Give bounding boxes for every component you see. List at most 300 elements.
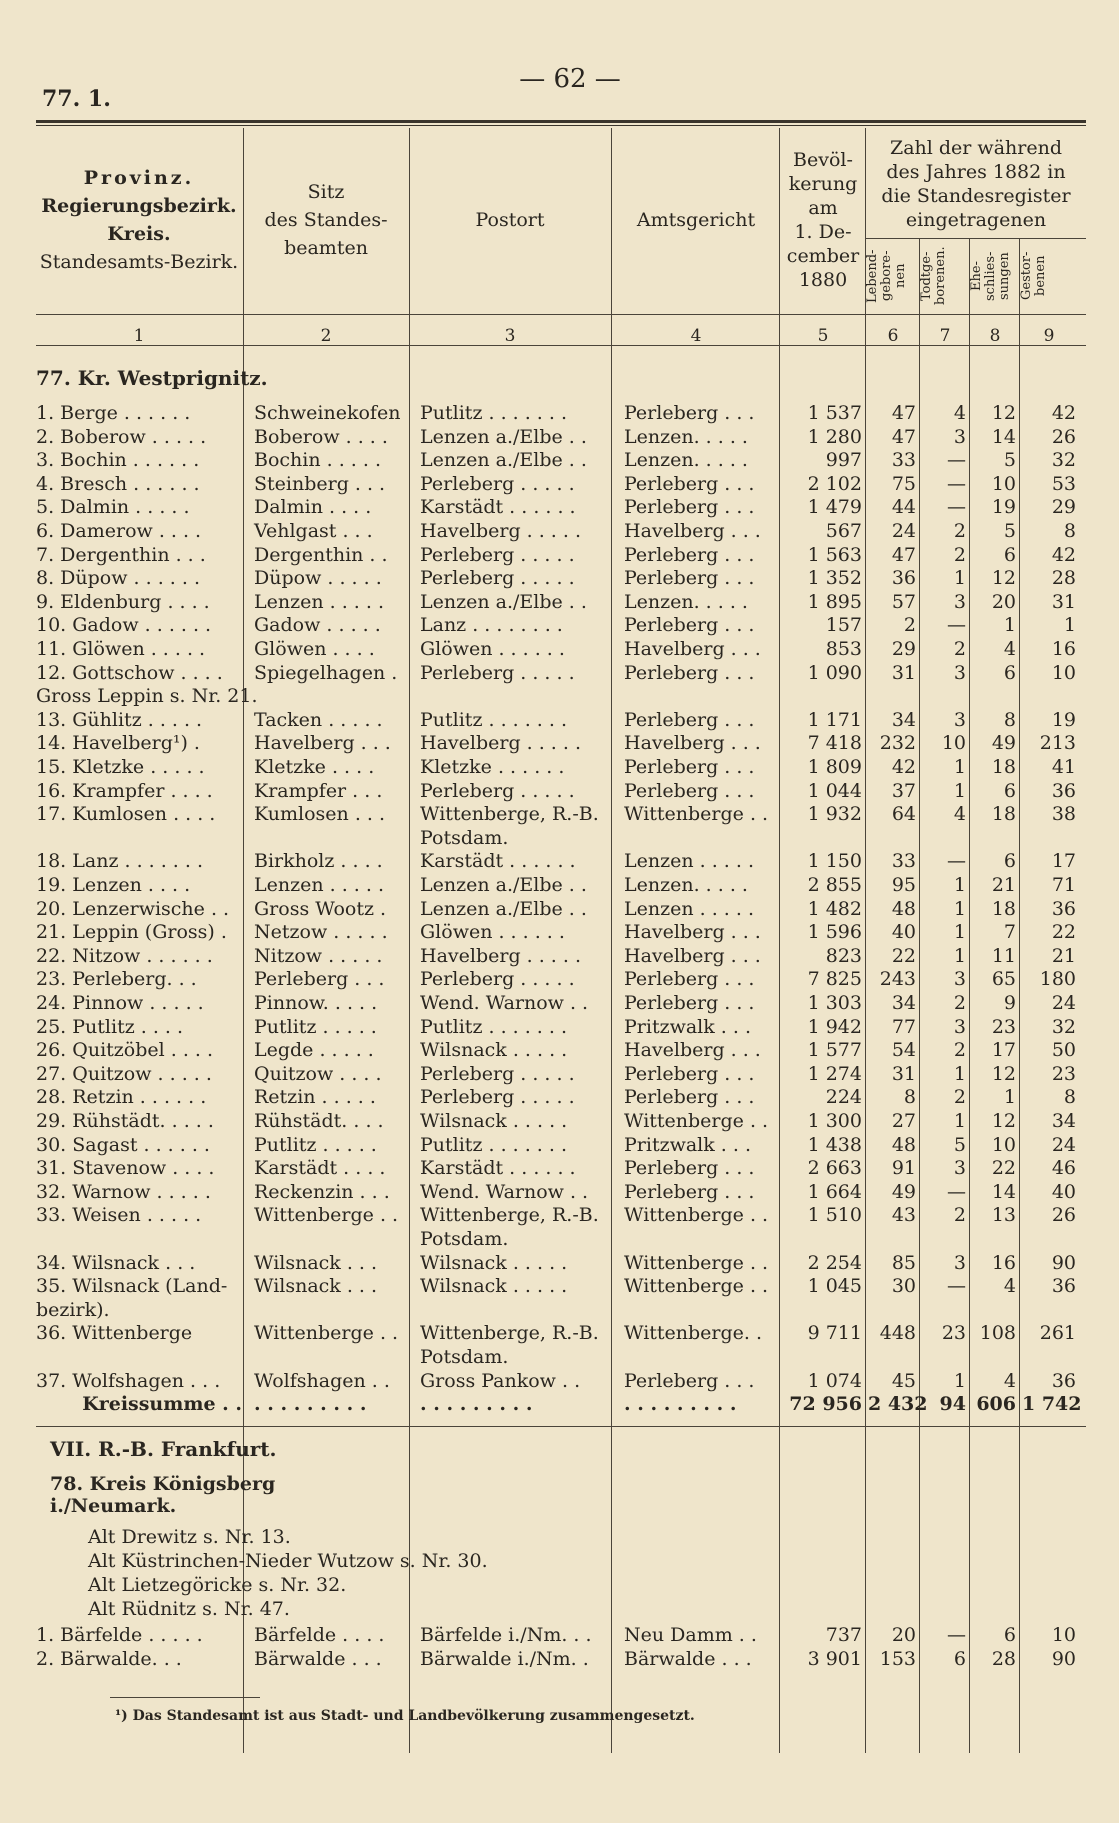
cell-g: — xyxy=(947,1624,966,1646)
cell-c: Wend. Warnow . . xyxy=(420,992,589,1014)
cell-d: Perleberg . . . xyxy=(624,543,755,566)
cell-a: 1. Bärfelde . . . . . xyxy=(36,1624,203,1646)
cell-d: Havelberg . . . xyxy=(624,520,761,542)
footnote-rule xyxy=(110,1697,260,1698)
cell-d: Perleberg . . . xyxy=(624,1062,755,1085)
page-number: — 62 — xyxy=(519,64,621,94)
cell-f: 47 xyxy=(891,425,916,448)
cell-h: 4 xyxy=(1003,638,1016,660)
cell-e: 157 xyxy=(825,614,862,637)
table-row xyxy=(0,898,1119,922)
table-row xyxy=(0,1648,1119,1672)
cell-e: 2 102 xyxy=(807,472,862,495)
cell-i: 32 xyxy=(1051,1015,1076,1038)
cell-i: 36 xyxy=(1051,779,1076,802)
table-row xyxy=(0,567,1119,591)
cell-d: Perleberg . . . xyxy=(624,779,755,802)
cell-g: — xyxy=(947,472,966,495)
cell-i: 1 742 xyxy=(1022,1393,1082,1416)
cell-h: 606 xyxy=(976,1393,1016,1416)
cell-a: 36. Wittenberge xyxy=(36,1322,193,1345)
cell-h: 20 xyxy=(991,590,1016,613)
cell-a: 5. Dalmin . . . . . xyxy=(36,496,190,519)
cell-f: 30 xyxy=(891,1275,916,1298)
cell-i: 8 xyxy=(1063,520,1076,542)
cell-i: 31 xyxy=(1051,590,1076,613)
cell-i: 42 xyxy=(1051,543,1076,566)
cell-c: Potsdam. xyxy=(420,1346,509,1368)
cell-h: 17 xyxy=(991,1039,1016,1062)
cell-h: 6 xyxy=(1003,850,1016,873)
cell-a: 4. Bresch . . . . . . xyxy=(36,472,200,495)
cell-c: Potsdam. xyxy=(420,826,509,849)
cell-d: Wittenberge . . xyxy=(624,1251,769,1274)
cell-d: Perleberg . . . xyxy=(624,968,755,991)
cell-b: Spiegelhagen . xyxy=(254,661,398,684)
cell-a: 14. Havelberg¹) . xyxy=(36,732,200,755)
cell-c: Perleberg . . . . . xyxy=(420,472,575,495)
cell-e: 1 577 xyxy=(807,1039,862,1062)
cell-d: Perleberg . . . xyxy=(624,661,755,684)
cell-g: 1 xyxy=(953,756,966,778)
table-row xyxy=(0,1393,1119,1417)
cell-a: 23. Perleberg. . . xyxy=(36,968,197,991)
cell-i: 40 xyxy=(1051,1180,1076,1203)
cell-g: 1 xyxy=(953,1062,966,1085)
cell-f: 27 xyxy=(891,1110,916,1132)
cell-g: 3 xyxy=(953,1015,966,1038)
cell-h: 14 xyxy=(991,1180,1016,1203)
cell-b: Wittenberge . . xyxy=(254,1204,399,1227)
cell-g: 2 xyxy=(953,1039,966,1062)
cell-g: 2 xyxy=(953,992,966,1014)
cell-g: — xyxy=(947,496,966,519)
cell-h: 18 xyxy=(991,897,1016,920)
cell-i: 38 xyxy=(1051,803,1076,826)
cell-h: 8 xyxy=(1003,708,1016,731)
cell-i: 10 xyxy=(1051,1624,1076,1646)
cell-g: 1 xyxy=(953,921,966,944)
cell-f: 48 xyxy=(891,897,916,920)
cell-d: Lenzen. . . . . xyxy=(624,590,748,613)
cell-i: 23 xyxy=(1051,1062,1076,1085)
cell-h: 11 xyxy=(991,944,1016,967)
cell-g: 2 xyxy=(953,1204,966,1227)
cell-d: Wittenberge . . xyxy=(624,1110,769,1132)
cell-d: Perleberg . . . xyxy=(624,1369,755,1392)
table-row xyxy=(0,803,1119,827)
cell-i: 34 xyxy=(1051,1110,1076,1132)
table-row xyxy=(0,685,1119,709)
cell-c: Karstädt . . . . . . xyxy=(420,1157,576,1180)
ref-line: Alt Lietzegöricke s. Nr. 32. xyxy=(88,1574,347,1596)
cell-a: 24. Pinnow . . . . . xyxy=(36,992,204,1014)
cell-c: Perleberg . . . . . xyxy=(420,543,575,566)
cell-a: 19. Lenzen . . . . xyxy=(36,874,191,896)
cell-g: 10 xyxy=(941,732,966,755)
cell-g: 3 xyxy=(953,708,966,731)
cell-i: 29 xyxy=(1051,496,1076,519)
cell-i: 21 xyxy=(1051,944,1076,967)
cell-a: 21. Leppin (Gross) . xyxy=(36,921,227,944)
table-row xyxy=(0,968,1119,992)
cell-e: 7 418 xyxy=(807,732,862,755)
cell-f: 29 xyxy=(891,638,916,660)
cell-g: 23 xyxy=(941,1322,966,1345)
cell-g: 6 xyxy=(953,1648,966,1670)
cell-h: 1 xyxy=(1003,614,1016,637)
col3-header: Postort xyxy=(475,208,545,231)
cell-b: Bärfelde . . . . xyxy=(254,1624,385,1646)
table-row xyxy=(0,449,1119,473)
cell-i: 36 xyxy=(1051,1275,1076,1298)
cell-c: Perleberg . . . . . xyxy=(420,1062,575,1085)
table-row xyxy=(0,1157,1119,1181)
cell-i: 90 xyxy=(1051,1648,1076,1670)
cell-b: Gadow . . . . . xyxy=(254,614,381,637)
cell-a: 16. Krampfer . . . . xyxy=(36,779,213,802)
cell-f: 47 xyxy=(891,402,916,424)
cell-i: 24 xyxy=(1051,992,1076,1014)
cell-h: 6 xyxy=(1003,543,1016,566)
cell-a: 29. Rühstädt. . . . . xyxy=(36,1110,214,1132)
cell-c: Lenzen a./Elbe . . xyxy=(420,425,587,448)
cell-i: 50 xyxy=(1051,1039,1076,1062)
cell-c: Wittenberge, R.-B. xyxy=(420,1204,599,1227)
table-row xyxy=(0,1624,1119,1648)
cell-i: 41 xyxy=(1051,756,1076,778)
cell-c: Perleberg . . . . . xyxy=(420,968,575,991)
table-row xyxy=(0,591,1119,615)
section-westprignitz: 77. Kr. Westprignitz. xyxy=(36,366,268,390)
cell-b: . . . . . . . . . xyxy=(254,1393,367,1416)
cell-b: Legde . . . . . xyxy=(254,1039,374,1062)
table-row xyxy=(0,1181,1119,1205)
cell-e: 1 171 xyxy=(807,708,862,731)
cell-e: 1 563 xyxy=(807,543,862,566)
cell-f: 95 xyxy=(891,874,916,896)
cell-f: 44 xyxy=(891,496,916,519)
cell-f: 77 xyxy=(891,1015,916,1038)
cell-e: 1 479 xyxy=(807,496,862,519)
cell-d: Lenzen. . . . . xyxy=(624,874,748,896)
cell-c: Havelberg . . . . . xyxy=(420,520,581,542)
cell-c: Wend. Warnow . . xyxy=(420,1180,589,1203)
cell-f: 33 xyxy=(891,449,916,472)
cell-g: — xyxy=(947,850,966,873)
cell-c: Perleberg . . . . . xyxy=(420,1086,575,1109)
cell-f: 36 xyxy=(891,567,916,590)
cell-e: 1 537 xyxy=(807,402,862,424)
cell-f: 47 xyxy=(891,543,916,566)
cell-f: 31 xyxy=(891,661,916,684)
table-row xyxy=(0,402,1119,426)
table-row xyxy=(0,1299,1119,1323)
cell-c: Wilsnack . . . . . xyxy=(420,1110,568,1132)
cell-a: 30. Sagast . . . . . . xyxy=(36,1133,210,1156)
cell-e: 1 150 xyxy=(807,850,862,873)
cell-h: 12 xyxy=(991,402,1016,424)
cell-d: Wittenberge. . xyxy=(624,1322,763,1345)
table-row xyxy=(0,473,1119,497)
table-row xyxy=(0,520,1119,544)
cell-d: Lenzen . . . . . xyxy=(624,850,754,873)
cell-a: 1. Berge . . . . . . xyxy=(36,402,191,424)
cell-d: Neu Damm . . xyxy=(624,1624,757,1646)
cell-d: Perleberg . . . xyxy=(624,1180,755,1203)
cell-h: 5 xyxy=(1003,449,1016,472)
cell-a: 27. Quitzow . . . . . xyxy=(36,1062,212,1085)
cell-b: Perleberg . . . xyxy=(254,968,385,991)
table-row xyxy=(0,732,1119,756)
table-row xyxy=(0,1134,1119,1158)
cell-b: Dalmin . . . . xyxy=(254,496,372,519)
cell-h: 23 xyxy=(991,1015,1016,1038)
subhead-stillbirths: Todtge-borenen. xyxy=(919,246,948,306)
cell-b: Gross Wootz . xyxy=(254,897,387,920)
cell-h: 10 xyxy=(991,472,1016,495)
table-row xyxy=(0,1039,1119,1063)
cell-f: 45 xyxy=(891,1369,916,1392)
cell-i: 16 xyxy=(1051,638,1076,660)
table-row xyxy=(0,945,1119,969)
cell-h: 65 xyxy=(991,968,1016,991)
cell-b: Pinnow. . . . . xyxy=(254,992,378,1014)
cell-d: Perleberg . . . xyxy=(624,402,755,424)
cell-c: . . . . . . . . . xyxy=(420,1393,533,1416)
cell-i: 53 xyxy=(1051,472,1076,495)
cell-f: 42 xyxy=(891,756,916,778)
cell-a: 28. Retzin . . . . . . xyxy=(36,1086,207,1109)
table-row xyxy=(0,614,1119,638)
cell-h: 12 xyxy=(991,567,1016,590)
cell-g: 1 xyxy=(953,1110,966,1132)
cell-g: 3 xyxy=(953,661,966,684)
table-row xyxy=(0,1016,1119,1040)
sum-rule xyxy=(36,1426,1086,1427)
cell-b: Wilsnack . . . xyxy=(254,1251,378,1274)
section-frankfurt: VII. R.-B. Frankfurt. xyxy=(50,1437,277,1461)
cell-a: 34. Wilsnack . . . xyxy=(36,1251,196,1274)
cell-g: 94 xyxy=(939,1393,966,1416)
cell-b: Wolfshagen . . xyxy=(254,1369,390,1392)
cell-f: 22 xyxy=(891,944,916,967)
table-row xyxy=(0,1322,1119,1346)
table-row xyxy=(0,1275,1119,1299)
cell-b: Lenzen . . . . . xyxy=(254,874,384,896)
cell-c: Perleberg . . . . . xyxy=(420,567,575,590)
colnum-8: 8 xyxy=(989,326,1001,346)
cell-f: 2 xyxy=(903,614,916,637)
cell-i: 22 xyxy=(1051,921,1076,944)
cell-i: 32 xyxy=(1051,449,1076,472)
colnum-1: 1 xyxy=(133,326,145,346)
ref-line: Alt Küstrinchen-Nieder Wutzow s. Nr. 30. xyxy=(88,1550,488,1572)
cell-b: Boberow . . . . xyxy=(254,425,388,448)
cell-b: Glöwen . . . . xyxy=(254,638,375,660)
cell-f: 448 xyxy=(879,1322,916,1345)
subhead-births: Lebend-gebore-nen xyxy=(865,249,908,303)
cell-d: Perleberg . . . xyxy=(624,708,755,731)
col4-header: Amtsgericht xyxy=(636,208,756,231)
cell-f: 43 xyxy=(891,1204,916,1227)
cell-i: 42 xyxy=(1051,402,1076,424)
table-row xyxy=(0,1110,1119,1134)
subhead-rule xyxy=(866,238,1086,239)
cell-a: 9. Eldenburg . . . . xyxy=(36,590,210,613)
cell-d: Wittenberge . . xyxy=(624,1275,769,1298)
cell-d: Perleberg . . . xyxy=(624,1086,755,1109)
col5-header: Bevöl- kerung am 1. De- cember 1880 xyxy=(786,148,860,291)
table-row xyxy=(0,827,1119,851)
cell-d: Lenzen . . . . . xyxy=(624,897,754,920)
cell-f: 232 xyxy=(879,732,916,755)
cell-g: 2 xyxy=(953,638,966,660)
cell-a: 13. Gühlitz . . . . . xyxy=(36,708,203,731)
table-row xyxy=(0,1063,1119,1087)
cross-references xyxy=(88,1525,488,1621)
cell-e: 823 xyxy=(825,944,862,967)
cell-c: Potsdam. xyxy=(420,1228,509,1250)
cell-h: 1 xyxy=(1003,1086,1016,1109)
cell-e: 737 xyxy=(825,1624,862,1646)
cell-i: 28 xyxy=(1051,567,1076,590)
cell-d: . . . . . . . . . xyxy=(624,1393,737,1416)
colnum-3: 3 xyxy=(504,326,516,346)
cell-b: Steinberg . . . xyxy=(254,472,386,495)
cell-a: bezirk). xyxy=(36,1298,110,1321)
cell-f: 34 xyxy=(891,708,916,731)
cell-g: 1 xyxy=(953,944,966,967)
cell-h: 6 xyxy=(1003,779,1016,802)
cell-d: Bärwalde . . . xyxy=(624,1648,752,1670)
cell-d: Perleberg . . . xyxy=(624,472,755,495)
cell-b: Krampfer . . . xyxy=(254,779,383,802)
cell-e: 1 438 xyxy=(807,1133,862,1156)
cell-i: 261 xyxy=(1039,1322,1076,1345)
cell-i: 213 xyxy=(1039,732,1076,755)
cell-i: 24 xyxy=(1051,1133,1076,1156)
cell-a: 32. Warnow . . . . . xyxy=(36,1180,211,1203)
cell-g: 1 xyxy=(953,874,966,896)
cell-g: 3 xyxy=(953,968,966,991)
cell-i: 46 xyxy=(1051,1157,1076,1180)
cell-a: 10. Gadow . . . . . . xyxy=(36,614,212,637)
cell-e: 1 942 xyxy=(807,1015,862,1038)
cell-g: 2 xyxy=(953,543,966,566)
cell-a: 8. Düpow . . . . . . xyxy=(36,567,200,590)
cell-e: 1 045 xyxy=(807,1275,862,1298)
cell-b: Putlitz . . . . . xyxy=(254,1015,377,1038)
table-row xyxy=(0,638,1119,662)
section-koenigsberg: 78. Kreis Königsberg i./Neumark. xyxy=(50,1473,276,1517)
cell-f: 64 xyxy=(891,803,916,826)
cell-h: 16 xyxy=(991,1251,1016,1274)
cell-b: Kletzke . . . . xyxy=(254,756,375,778)
table-row xyxy=(0,756,1119,780)
cell-i: 8 xyxy=(1063,1086,1076,1109)
cell-f: 8 xyxy=(903,1086,916,1109)
cell-a: 3. Bochin . . . . . . xyxy=(36,449,200,472)
cell-f: 54 xyxy=(891,1039,916,1062)
cell-d: Havelberg . . . xyxy=(624,1039,761,1062)
footnote: ¹) Das Standesamt ist aus Stadt- und Landbevölkerung zusammengesetzt. xyxy=(115,1708,695,1724)
cell-a: 20. Lenzerwische . . xyxy=(36,897,230,920)
cell-f: 48 xyxy=(891,1133,916,1156)
cell-e: 853 xyxy=(825,638,862,660)
top-rule xyxy=(36,120,1086,123)
col6-9-header: Zahl der während des Jahres 1882 in die Standesregister eingetragenen xyxy=(881,137,1071,231)
cell-d: Perleberg . . . xyxy=(624,992,755,1014)
cell-f: 85 xyxy=(891,1251,916,1274)
colnum-6: 6 xyxy=(887,326,899,346)
cell-i: 1 xyxy=(1063,614,1076,637)
cell-f: 75 xyxy=(891,472,916,495)
cell-b: Rühstädt. . . . xyxy=(254,1110,384,1132)
volume-label: 77. 1. xyxy=(42,86,111,112)
cell-f: 49 xyxy=(891,1180,916,1203)
cell-b: Bochin . . . . . xyxy=(254,449,381,472)
ref-line: Alt Drewitz s. Nr. 13. xyxy=(88,1526,291,1548)
cell-a: 31. Stavenow . . . . xyxy=(36,1157,215,1180)
cell-h: 22 xyxy=(991,1157,1016,1180)
cell-d: Havelberg . . . xyxy=(624,638,761,660)
cell-b: Nitzow . . . . . xyxy=(254,944,383,967)
cell-a: 33. Weisen . . . . . xyxy=(36,1204,202,1227)
cell-e: 1 300 xyxy=(807,1110,862,1132)
cell-g: 4 xyxy=(953,402,966,424)
table-row xyxy=(0,850,1119,874)
cell-f: 57 xyxy=(891,590,916,613)
cell-g: 3 xyxy=(953,1157,966,1180)
cell-c: Putlitz . . . . . . . xyxy=(420,1015,568,1038)
header-rule xyxy=(36,314,1086,315)
cell-e: 1 809 xyxy=(807,756,862,778)
cell-e: 1 482 xyxy=(807,897,862,920)
col1-header: Provinz. Regierungsbezirk. Kreis. Standesamts-Bezirk. xyxy=(39,166,239,273)
cell-h: 19 xyxy=(991,496,1016,519)
col2-header: Sitz des Standes- beamten xyxy=(264,180,388,259)
cell-e: 997 xyxy=(825,449,862,472)
cell-h: 10 xyxy=(991,1133,1016,1156)
cell-i: 17 xyxy=(1051,850,1076,873)
cell-b: Netzow . . . . . xyxy=(254,921,388,944)
cell-b: Havelberg . . . xyxy=(254,732,391,755)
cell-c: Glöwen . . . . . . xyxy=(420,921,565,944)
cell-e: 1 596 xyxy=(807,921,862,944)
cell-c: Bärwalde i./Nm. . xyxy=(420,1648,589,1670)
table-row xyxy=(0,921,1119,945)
cell-i: 180 xyxy=(1039,968,1076,991)
cell-f: 40 xyxy=(891,921,916,944)
cell-b: Putlitz . . . . . xyxy=(254,1133,377,1156)
cell-e: 9 711 xyxy=(807,1322,862,1345)
cell-h: 7 xyxy=(1003,921,1016,944)
cell-b: Schweinekofen xyxy=(254,402,401,424)
cell-e: 1 303 xyxy=(807,992,862,1014)
table-row xyxy=(0,1370,1119,1394)
cell-d: Havelberg . . . xyxy=(624,944,761,967)
cell-b: Wilsnack . . . xyxy=(254,1275,378,1298)
cell-d: Havelberg . . . xyxy=(624,921,761,944)
cell-h: 18 xyxy=(991,803,1016,826)
cell-f: 153 xyxy=(879,1648,916,1670)
cell-g: — xyxy=(947,614,966,637)
cell-i: 90 xyxy=(1051,1251,1076,1274)
table-row xyxy=(0,1346,1119,1370)
cell-c: Karstädt . . . . . . xyxy=(420,850,576,873)
cell-h: 12 xyxy=(991,1062,1016,1085)
